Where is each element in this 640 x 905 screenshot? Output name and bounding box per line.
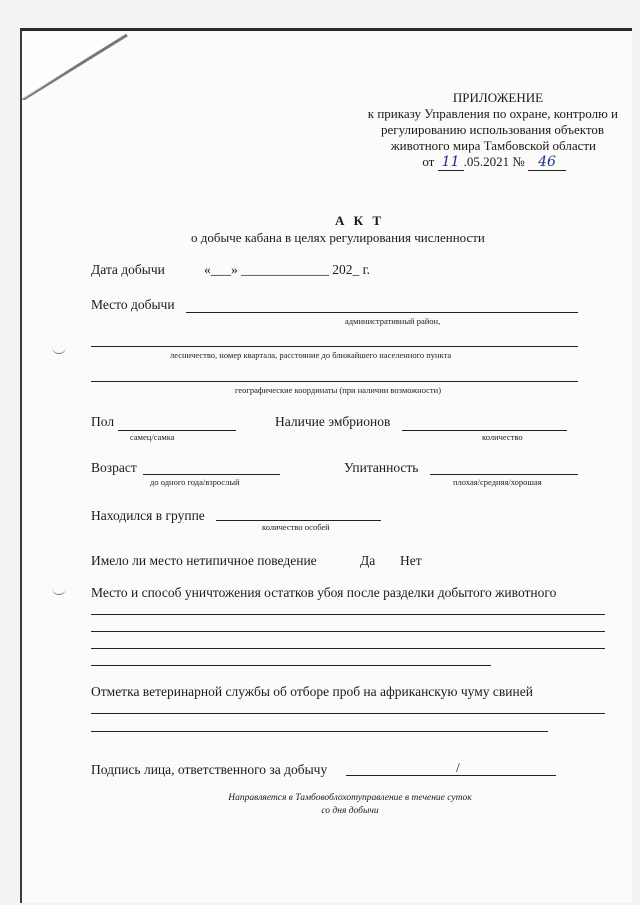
remains-line-1[interactable]	[91, 614, 605, 615]
age-caption: до одного года/взрослый	[150, 477, 240, 487]
age-label: Возраст	[91, 460, 137, 475]
behavior-yes-option[interactable]: Да	[360, 553, 376, 568]
handwritten-day: 11	[438, 154, 464, 171]
vet-line-1[interactable]	[91, 713, 605, 714]
remains-line-2[interactable]	[91, 631, 605, 632]
signature-label: Подпись лица, ответственного за добычу	[91, 762, 328, 777]
appendix-line: к приказу Управления по охране, контролю и	[367, 106, 618, 121]
vet-line-2[interactable]	[91, 731, 548, 732]
embryo-label: Наличие эмбрионов	[275, 414, 391, 429]
place-caption-2: лесничество, номер квартала, расстояние до ближайшего населенного пункта	[170, 350, 452, 360]
group-caption: количество особей	[262, 522, 330, 532]
act-subtitle: о добыче кабана в целях регулирования численности	[191, 230, 485, 245]
appendix-title: ПРИЛОЖЕНИЕ	[452, 90, 544, 105]
behavior-no-option[interactable]: Нет	[400, 553, 422, 568]
age-line[interactable]	[143, 474, 280, 475]
place-line-2[interactable]	[91, 346, 578, 347]
vet-label: Отметка ветеринарной службы об отборе проб на африканскую чуму свиней	[91, 684, 533, 699]
date-rest: .05.2021 №	[463, 154, 525, 169]
place-line-3[interactable]	[91, 381, 578, 382]
appendix-header	[288, 90, 618, 171]
date-label: Дата добычи	[91, 262, 165, 277]
place-label: Место добычи	[91, 297, 175, 312]
behavior-label: Имело ли место нетипичное поведение	[91, 553, 317, 568]
footer-note	[190, 792, 510, 818]
appendix-line: животного мира Тамбовской области	[390, 138, 596, 153]
embryo-line[interactable]	[402, 430, 567, 431]
group-line[interactable]	[216, 520, 381, 521]
sex-label: Пол	[91, 414, 115, 429]
order-date-line	[288, 154, 618, 171]
condition-caption: плохая/средняя/хорошая	[453, 477, 542, 487]
sex-line[interactable]	[118, 430, 236, 431]
footer-note-line2: со дня добычи	[321, 806, 379, 816]
appendix-line: регулированию использования объектов	[380, 122, 604, 137]
signature-separator: /	[456, 760, 460, 775]
date-prefix: от	[422, 154, 435, 169]
remains-line-4[interactable]	[91, 665, 491, 666]
remains-line-3[interactable]	[91, 648, 605, 649]
place-caption-1: административный район,	[345, 316, 441, 326]
condition-label: Упитанность	[344, 460, 419, 475]
signature-line[interactable]	[346, 775, 556, 776]
condition-line[interactable]	[430, 474, 578, 475]
date-template[interactable]: «___» _____________ 202_ г.	[204, 262, 371, 277]
place-caption-3: географические координаты (при наличии возможности)	[235, 385, 442, 395]
place-line-1[interactable]	[186, 312, 578, 313]
handwritten-order-number: 46	[528, 154, 566, 171]
footer-note-line1: Направляется в Тамбовоблохотуправление в течение суток	[228, 793, 472, 803]
embryo-caption: количество	[482, 432, 523, 442]
remains-label: Место и способ уничтожения остатков убоя после разделки добытого животного	[91, 585, 557, 600]
sex-caption: самец/самка	[130, 432, 175, 442]
group-label: Находился в группе	[91, 508, 205, 523]
act-title: А К Т	[335, 213, 384, 228]
